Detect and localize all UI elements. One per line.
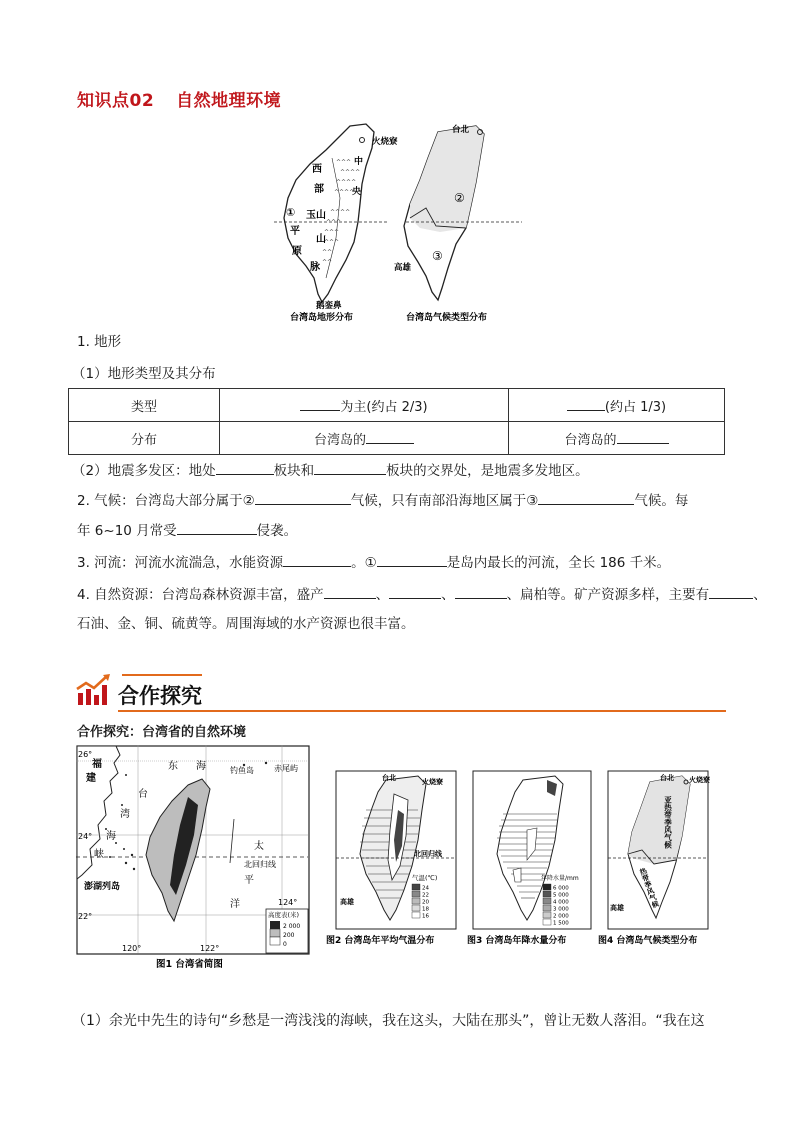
- svg-text:^^^^: ^^^^: [330, 209, 351, 216]
- legend-swatch: [412, 905, 420, 911]
- legend-title: 高度表(米): [268, 911, 300, 919]
- earthquake-line: [72, 460, 589, 481]
- blank[interactable]: [177, 520, 257, 535]
- text: 气候。每: [634, 493, 689, 509]
- svg-text:^^^^: ^^^^: [336, 179, 357, 186]
- cell-dist-label: 分布: [69, 422, 220, 455]
- label-diaoyudao: 钓鱼岛: [230, 766, 254, 775]
- fig4-zone1: 亚热带季风气候: [663, 796, 673, 849]
- legend-swatch: [543, 919, 551, 925]
- fig1-caption: 图1 台湾省简图: [156, 959, 223, 970]
- title-number: 知识点02: [77, 91, 155, 111]
- blank[interactable]: [567, 396, 605, 411]
- label-wan: 湾: [120, 809, 130, 820]
- blank[interactable]: [283, 552, 351, 567]
- climate-map-caption: 台湾岛气候类型分布: [406, 313, 488, 323]
- fig2-gaoxiong: 高雄: [340, 898, 354, 906]
- legend-swatch: [543, 912, 551, 918]
- text: 是岛内最长的河流，全长 186 千米。: [446, 555, 671, 571]
- legend-label: 18: [422, 906, 429, 913]
- cooperative-section-title: 合作探究: [118, 684, 202, 708]
- legend-label: 20: [422, 899, 429, 906]
- svg-text:^^^: ^^^: [324, 229, 340, 236]
- label-huoshaoliao: 火烧寮: [372, 137, 398, 147]
- label-three: ③: [432, 249, 443, 263]
- cell-type-main-text: 为主(约占 2/3): [340, 399, 428, 415]
- figure-4: [598, 770, 720, 948]
- lat26: 26°: [78, 750, 93, 759]
- fig3-legend-title: 年降水量/mm: [541, 875, 579, 882]
- fig4-gaoxiong: 高雄: [610, 904, 624, 912]
- label-west: 西: [312, 164, 322, 175]
- label-chiweiyu: 赤尾屿: [274, 764, 298, 773]
- label-one: ①: [286, 206, 296, 219]
- label-ping: 平: [290, 226, 300, 237]
- cell-type-other-text: (约占 1/3): [604, 399, 667, 415]
- figure-2: [322, 770, 458, 948]
- label-xia: 峡: [94, 849, 104, 860]
- fig2-beihuiguixian: 北回归线: [414, 850, 442, 858]
- label-shan2: 山: [316, 234, 326, 245]
- label-hai2: 海: [196, 761, 206, 772]
- resources-line-1: [77, 584, 767, 605]
- label-eluanbi: 鹅銮鼻: [316, 301, 342, 311]
- legend-swatch: [412, 884, 420, 890]
- figure-1: [76, 745, 310, 971]
- cell-dist-main-text: 台湾岛的: [313, 432, 366, 448]
- lon124: 124°: [278, 898, 298, 907]
- fig2-taibei: 台北: [382, 774, 396, 782]
- blank[interactable]: [216, 460, 274, 475]
- fig4-zone2: 热带季风气候: [638, 866, 661, 909]
- svg-text:^^^: ^^^: [326, 219, 342, 226]
- legend-l3: 0: [283, 941, 287, 948]
- terrain-type-sub: （1）地形类型及其分布: [72, 366, 216, 382]
- lon122: 122°: [200, 944, 220, 953]
- blank[interactable]: [300, 396, 340, 411]
- header-underline: [118, 710, 726, 712]
- legend-swatch: [543, 891, 551, 897]
- label-beihuiguixian: 北回归线: [244, 860, 276, 869]
- blank[interactable]: [377, 552, 447, 567]
- blank[interactable]: [324, 584, 376, 599]
- legend-label: 6 000: [553, 885, 569, 892]
- chart-icon: [76, 673, 112, 711]
- fig4-taibei: 台北: [660, 774, 674, 782]
- fig3-caption: 图3 台湾岛年降水量分布: [467, 936, 567, 946]
- legend-label: 16: [422, 913, 429, 920]
- legend-label: 22: [422, 892, 429, 899]
- label-gaoxiong: 高雄: [394, 263, 412, 273]
- text: （2）地震多发区：地处: [72, 463, 216, 479]
- svg-text:^^^^: ^^^^: [334, 189, 355, 196]
- svg-text:^^: ^^: [322, 249, 333, 256]
- text: 3. 河流：河流水流湍急，水能资源: [77, 555, 284, 571]
- taiwan-terrain-climate-maps: [270, 118, 530, 328]
- svg-text:^^^: ^^^: [336, 159, 352, 166]
- text: 板块和: [273, 463, 315, 479]
- label-zhong: 中: [354, 157, 364, 167]
- label-ping: 平: [244, 875, 254, 886]
- lon120: 120°: [122, 944, 142, 953]
- terrain-map-caption: 台湾岛地形分布: [290, 313, 354, 323]
- cooperative-subtitle: 合作探究：台湾省的自然环境: [77, 725, 247, 740]
- legend-swatch: [412, 912, 420, 918]
- legend-swatch: [543, 905, 551, 911]
- label-tai2: 太: [254, 841, 264, 852]
- blank[interactable]: [314, 460, 386, 475]
- text: 、: [753, 587, 767, 603]
- text: 、: [375, 587, 390, 603]
- legend-label: 24: [422, 885, 429, 892]
- legend-label: 4 000: [553, 899, 569, 906]
- label-taibei: 台北: [452, 125, 470, 135]
- legend-swatch: [412, 891, 420, 897]
- label-two: ②: [454, 191, 465, 205]
- legend-label: 2 000: [553, 913, 569, 920]
- text: 、扁柏等。矿产资源多样，主要有: [506, 587, 710, 603]
- svg-text:^^: ^^: [322, 259, 333, 266]
- figure-3: [463, 770, 593, 948]
- blank[interactable]: [709, 584, 753, 599]
- fig2-huoshaoliao: 火烧寮: [422, 778, 443, 786]
- cell-type-label: 类型: [69, 389, 220, 422]
- label-mai: 脉: [310, 262, 320, 273]
- text: 、: [441, 587, 455, 603]
- svg-text:^^^^: ^^^^: [340, 169, 361, 176]
- label-yang: 央: [352, 187, 362, 197]
- text: 2. 气候：台湾岛大部分属于②: [77, 493, 255, 509]
- svg-text:^^^: ^^^: [324, 239, 340, 246]
- resources-line-2: 石油、金、铜、硫黄等。周围海域的水产资源也很丰富。: [77, 616, 415, 632]
- fig2-caption: 图2 台湾岛年平均气温分布: [326, 936, 435, 946]
- text: 。①: [351, 555, 377, 571]
- legend-label: 3 000: [553, 906, 569, 913]
- label-penghu: 澎湖列岛: [84, 882, 121, 892]
- label-dong: 东: [168, 761, 178, 772]
- fig2-legend-title: 气温(℃): [412, 874, 438, 882]
- fig4-huoshaoliao: 火烧寮: [689, 776, 710, 784]
- legend-l2: 200: [283, 932, 295, 939]
- header-accent-line: [122, 674, 202, 676]
- legend-swatch: [543, 884, 551, 890]
- label-part: 部: [314, 184, 324, 195]
- terrain-table: [68, 388, 725, 455]
- legend-label: 5 000: [553, 892, 569, 899]
- legend-label: 1 500: [553, 920, 569, 927]
- terrain-heading: 1. 地形: [77, 334, 122, 350]
- section-title: [77, 86, 281, 111]
- legend-swatch: [412, 898, 420, 904]
- legend-swatch: [543, 898, 551, 904]
- label-hai: 海: [106, 831, 116, 842]
- label-yuan: 原: [292, 246, 302, 257]
- text: 4. 自然资源：台湾岛森林资源丰富，盛产: [77, 587, 324, 603]
- blank[interactable]: [255, 490, 351, 505]
- climate-line-2: [77, 520, 297, 541]
- cell-dist-main: [220, 422, 509, 455]
- cell-dist-other-text: 台湾岛的: [564, 432, 617, 448]
- fig4-caption: 图4 台湾岛气候类型分布: [598, 936, 698, 946]
- blank[interactable]: [366, 429, 414, 444]
- lat24: 24°: [78, 832, 93, 841]
- text: 侵袭。: [256, 523, 298, 539]
- top-maps: [270, 118, 530, 328]
- label-yu: 玉: [306, 210, 316, 221]
- climate-line-1: [77, 490, 688, 511]
- label-yang: 洋: [230, 899, 240, 910]
- question-1: （1）余光中先生的诗句“乡愁是一湾浅浅的海峡，我在这头，大陆在那头”，曾让无数人落泪。“我在这: [72, 1013, 705, 1029]
- label-tai: 台: [138, 789, 148, 800]
- text: 板块的交界处，是地震多发地区。: [386, 463, 589, 479]
- blank[interactable]: [617, 429, 669, 444]
- cell-type-other: [509, 389, 725, 422]
- label-fu: 福: [92, 759, 102, 770]
- label-shan: 山: [316, 210, 326, 221]
- lat22: 22°: [78, 912, 93, 921]
- cell-type-main: [220, 389, 509, 422]
- blank[interactable]: [389, 584, 441, 599]
- blank[interactable]: [538, 490, 634, 505]
- text: 年 6~10 月常受: [77, 523, 177, 539]
- title-text: 自然地理环境: [176, 91, 282, 111]
- text: 气候，只有南部沿海地区属于③: [350, 493, 539, 509]
- river-line: [77, 552, 670, 573]
- cell-dist-other: [509, 422, 725, 455]
- legend-l1: 2 000: [283, 923, 301, 930]
- blank[interactable]: [455, 584, 507, 599]
- label-jian: 建: [86, 773, 96, 784]
